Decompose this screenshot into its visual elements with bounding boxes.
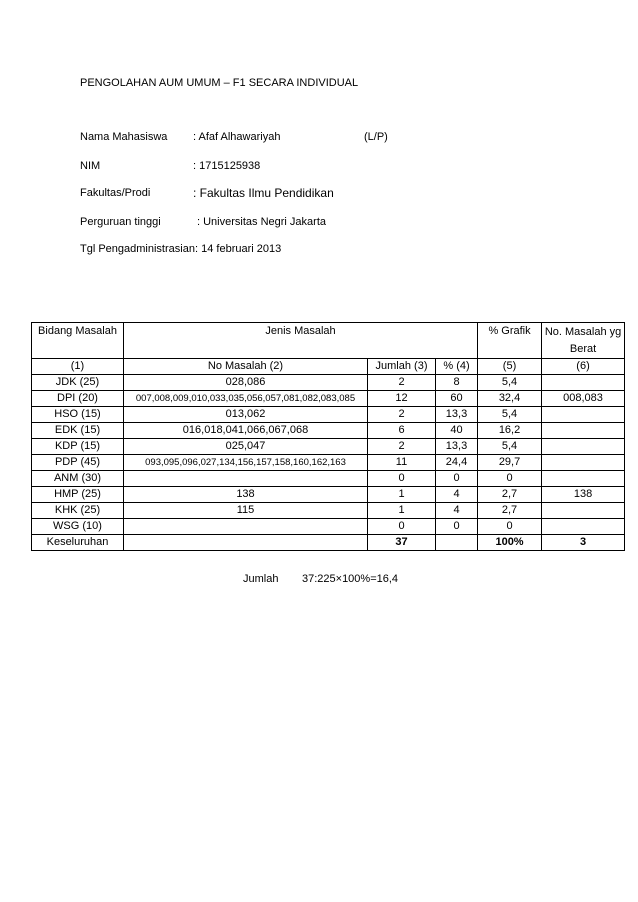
cell-berat [542,471,625,487]
table-header-row [32,323,625,359]
header-berat: No. Masalah yg Berat [542,323,625,359]
cell-berat [542,375,625,391]
nim-value: : 1715125938 [193,160,261,172]
cell-persen: 0 [436,519,478,535]
nama-value: : Afaf Alhawariyah [193,131,281,143]
table-row [32,375,625,391]
tgl-value: : 14 februari 2013 [195,243,282,255]
cell-berat [542,455,625,471]
cell-berat [542,407,625,423]
table-row [32,487,625,503]
table-row [32,423,625,439]
pt-value: : Universitas Negri Jakarta [197,216,326,228]
cell-persen: 24,4 [436,455,478,471]
subheader-c1: (1) [32,359,124,375]
cell-grafik: 2,7 [478,487,542,503]
cell-bidang: HSO (15) [32,407,124,423]
total-persen [436,535,478,551]
cell-jumlah: 2 [368,407,436,423]
total-jumlah: 37 [368,535,436,551]
cell-persen: 8 [436,375,478,391]
cell-persen: 40 [436,423,478,439]
cell-berat [542,503,625,519]
subheader-c3: Jumlah (3) [368,359,436,375]
page-title: PENGOLAHAN AUM UMUM – F1 SECARA INDIVIDUAL [80,77,359,89]
cell-jumlah: 0 [368,519,436,535]
cell-no: 013,062 [124,407,368,423]
cell-no: 093,095,096,027,134,156,157,158,160,162,163 [124,455,368,471]
cell-persen: 60 [436,391,478,407]
table-row [32,407,625,423]
cell-berat [542,519,625,535]
table-row [32,519,625,535]
summary-label: Jumlah [243,573,279,585]
table-row [32,471,625,487]
fakultas-label: Fakultas/Prodi [80,187,151,199]
cell-grafik: 0 [478,519,542,535]
cell-jumlah: 0 [368,471,436,487]
cell-grafik: 5,4 [478,407,542,423]
fakultas-value: : Fakultas Ilmu Pendidikan [193,186,334,200]
cell-no [124,471,368,487]
cell-jumlah: 2 [368,375,436,391]
cell-no [124,519,368,535]
cell-no: 138 [124,487,368,503]
cell-jumlah: 2 [368,439,436,455]
table-row [32,391,625,407]
table-total-row [32,535,625,551]
total-berat: 3 [542,535,625,551]
cell-bidang: JDK (25) [32,375,124,391]
nama-label: Nama Mahasiswa [80,131,168,143]
table-row [32,503,625,519]
subheader-c2: No Masalah (2) [124,359,368,375]
summary-formula: 37:225×100%=16,4 [302,573,399,585]
cell-no: 028,086 [124,375,368,391]
cell-jumlah: 1 [368,503,436,519]
subheader-c5: (5) [478,359,542,375]
subheader-c4: % (4) [436,359,478,375]
table-row [32,455,625,471]
total-grafik: 100% [478,535,542,551]
cell-grafik: 16,2 [478,423,542,439]
cell-jumlah: 6 [368,423,436,439]
cell-berat [542,423,625,439]
subheader-c6: (6) [542,359,625,375]
cell-bidang: HMP (25) [32,487,124,503]
cell-bidang: PDP (45) [32,455,124,471]
cell-bidang: EDK (15) [32,423,124,439]
nim-label: NIM [80,160,101,172]
cell-no: 115 [124,503,368,519]
cell-grafik: 5,4 [478,439,542,455]
cell-no: 007,008,009,010,033,035,056,057,081,082,083,085 [124,391,368,407]
gender-label: (L/P) [364,131,388,143]
table-subheader-row [32,359,625,375]
header-grafik: % Grafik [478,323,542,359]
total-no [124,535,368,551]
cell-bidang: DPI (20) [32,391,124,407]
header-bidang: Bidang Masalah [32,323,124,359]
cell-grafik: 29,7 [478,455,542,471]
cell-bidang: ANM (30) [32,471,124,487]
cell-berat [542,439,625,455]
cell-no: 016,018,041,066,067,068 [124,423,368,439]
total-bidang: Keseluruhan [32,535,124,551]
cell-berat: 008,083 [542,391,625,407]
cell-bidang: WSG (10) [32,519,124,535]
cell-persen: 0 [436,471,478,487]
cell-bidang: KHK (25) [32,503,124,519]
tgl-label: Tgl Pengadministrasian [80,243,195,255]
cell-jumlah: 12 [368,391,436,407]
cell-jumlah: 1 [368,487,436,503]
masalah-table [31,322,625,551]
cell-persen: 4 [436,503,478,519]
cell-persen: 4 [436,487,478,503]
cell-grafik: 2,7 [478,503,542,519]
cell-grafik: 32,4 [478,391,542,407]
header-jenis: Jenis Masalah [124,323,478,359]
cell-grafik: 5,4 [478,375,542,391]
cell-bidang: KDP (15) [32,439,124,455]
cell-persen: 13,3 [436,439,478,455]
cell-berat: 138 [542,487,625,503]
cell-grafik: 0 [478,471,542,487]
pt-label: Perguruan tinggi [80,216,161,228]
cell-persen: 13,3 [436,407,478,423]
cell-no: 025,047 [124,439,368,455]
cell-jumlah: 11 [368,455,436,471]
table-row [32,439,625,455]
